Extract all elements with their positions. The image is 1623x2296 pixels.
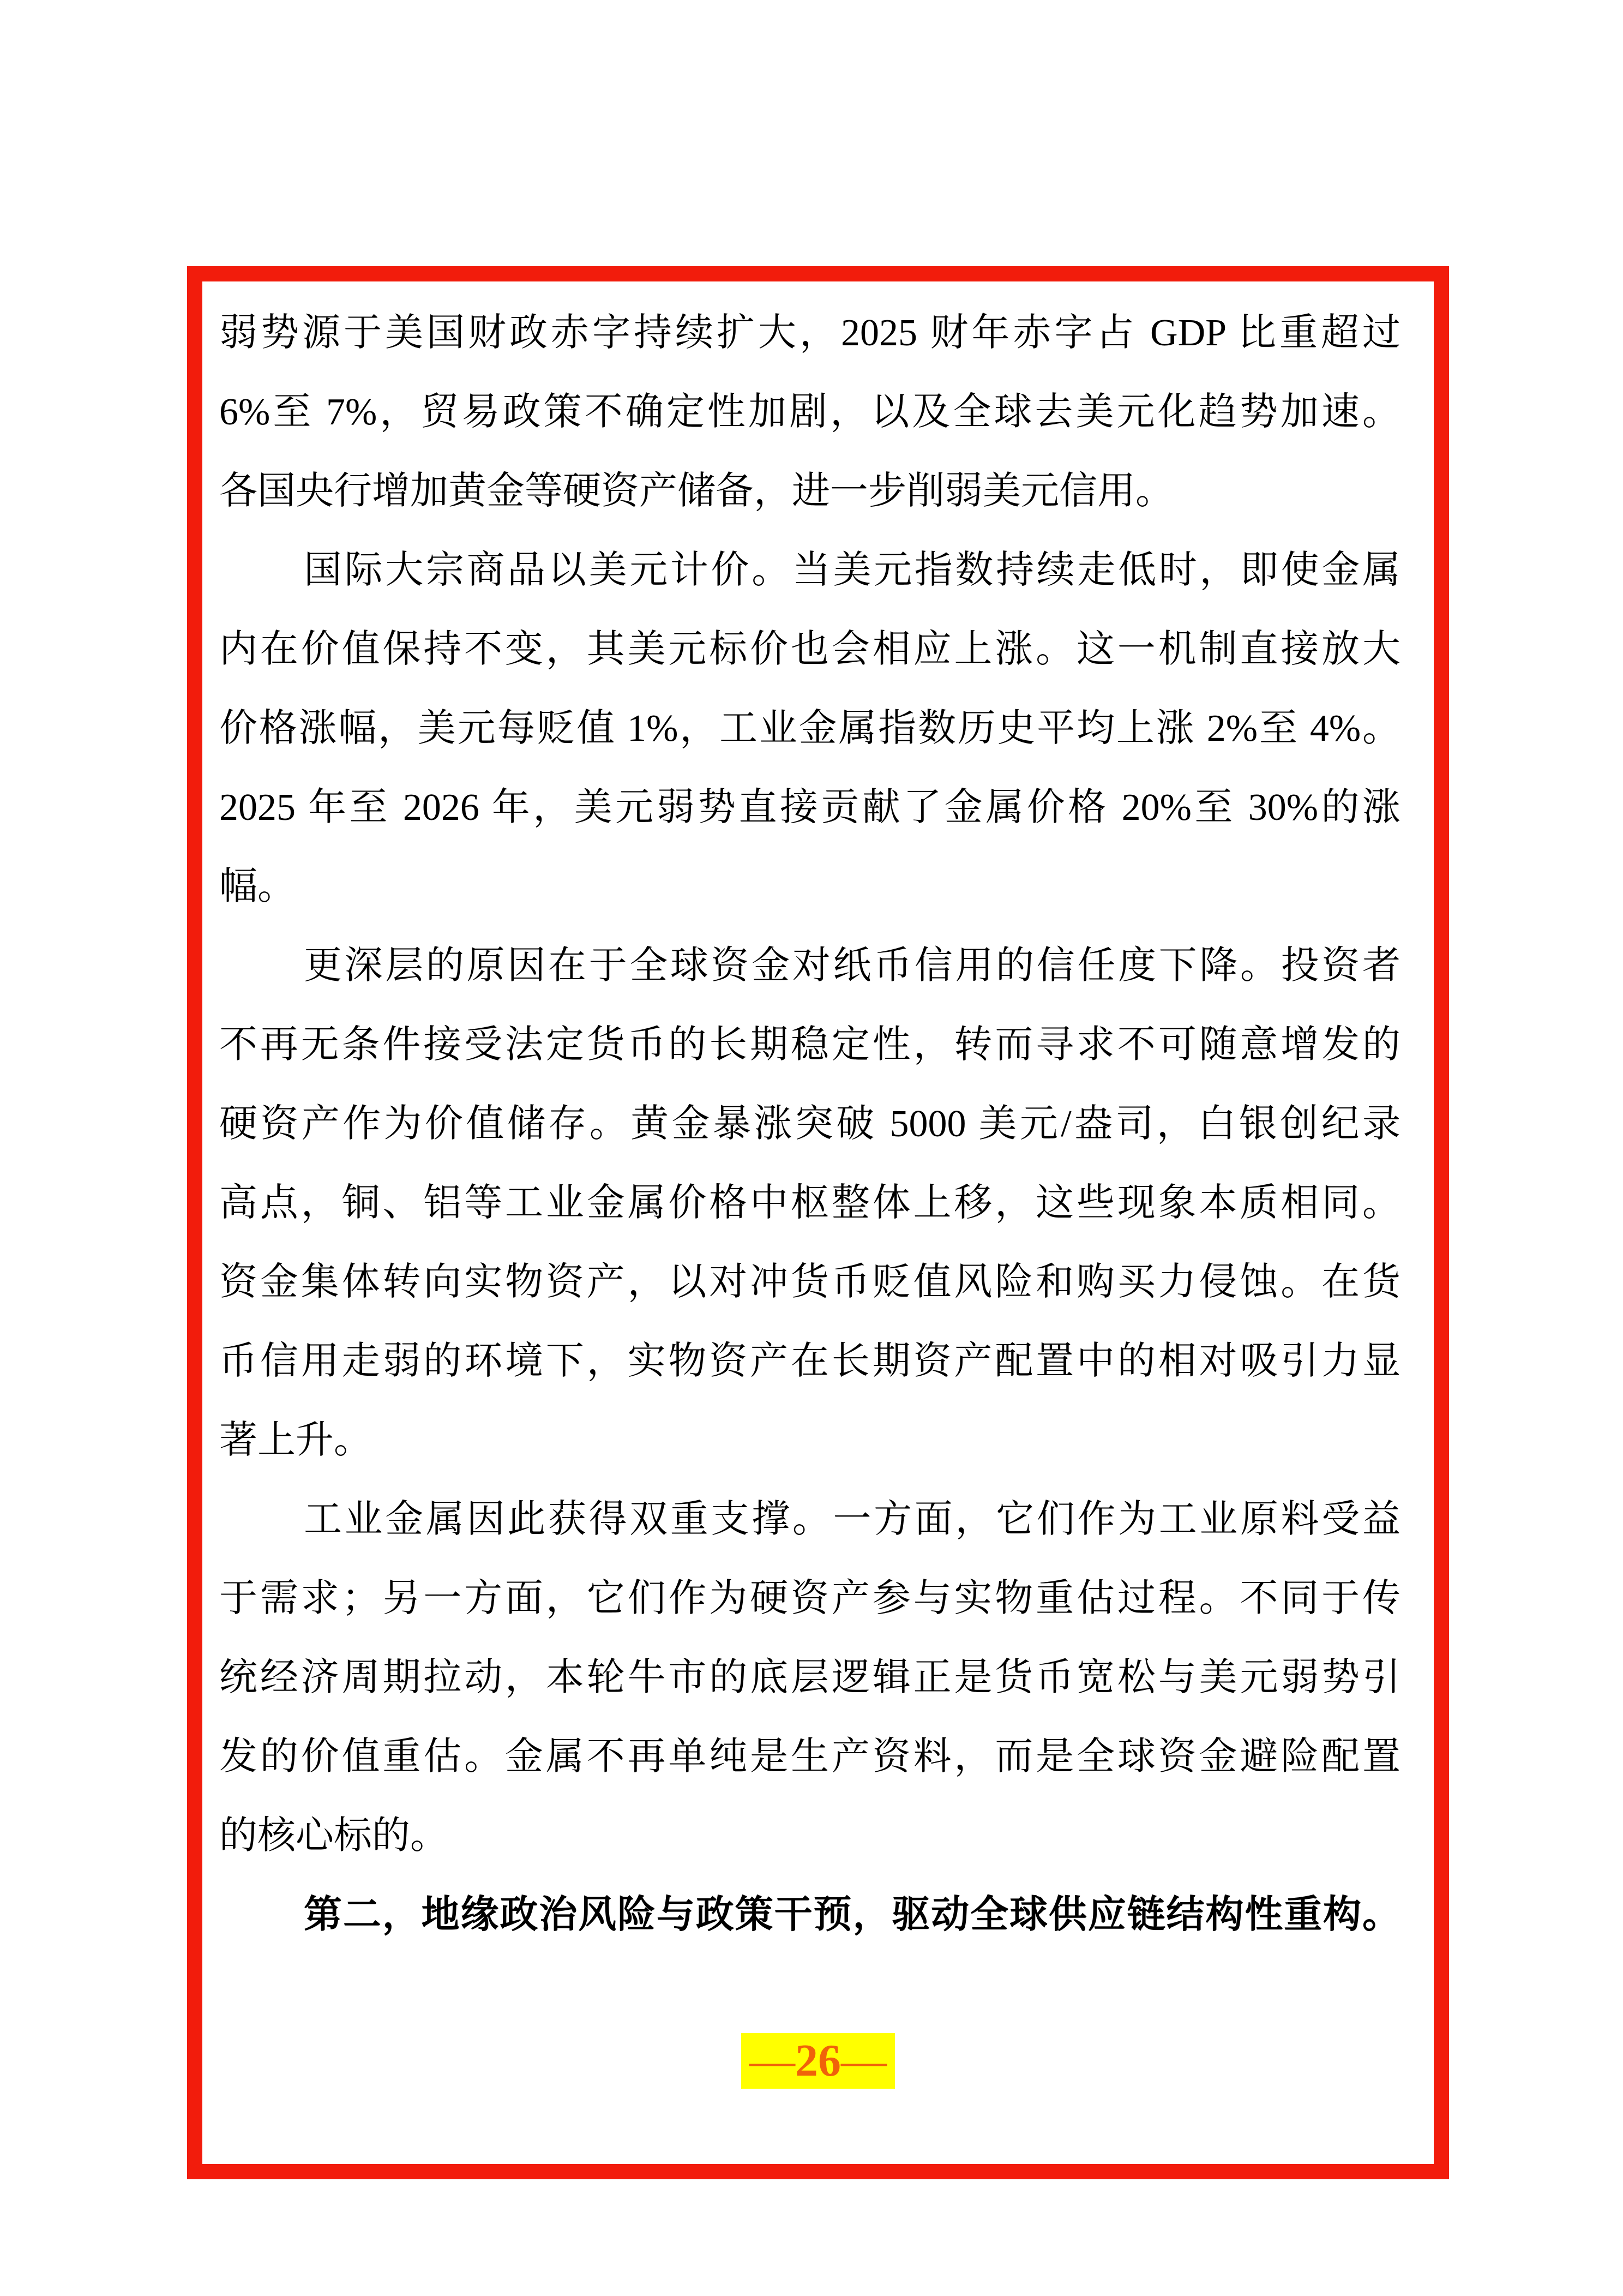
paragraph-line: 幅。	[219, 866, 296, 908]
paragraph-line: 各国央行增加黄金等硬资产储备，进一步削弱美元信用。	[219, 470, 1174, 512]
paragraph-line: 币信用走弱的环境下，实物资产在长期资产配置中的相对吸引力显	[219, 1340, 1400, 1382]
paragraph-line: 硬资产作为价值储存。黄金暴涨突破 5000 美元/盎司，白银创纪录	[219, 1103, 1400, 1145]
page-number-value: 26	[795, 2035, 841, 2086]
paragraph-line: 更深层的原因在于全球资金对纸币信用的信任度下降。投资者	[304, 945, 1400, 987]
paragraph-line: 2025 年至 2026 年，美元弱势直接贡献了金属价格 20%至 30%的涨	[219, 787, 1400, 829]
paragraph-line: 统经济周期拉动，本轮牛市的底层逻辑正是货币宽松与美元弱势引	[219, 1657, 1400, 1699]
paragraph-line: 工业金属因此获得双重支撑。一方面，它们作为工业原料受益	[304, 1498, 1400, 1540]
paragraph-line: 价格涨幅，美元每贬值 1%，工业金属指数历史平均上涨 2%至 4%。	[219, 708, 1400, 750]
body-text	[219, 293, 1400, 1955]
paragraph-line: 高点，铜、铝等工业金属价格中枢整体上移，这些现象本质相同。	[219, 1182, 1400, 1224]
page-number-dash-right: —	[841, 2035, 887, 2086]
paragraph	[219, 926, 1400, 1480]
paragraph-line: 内在价值保持不变，其美元标价也会相应上涨。这一机制直接放大	[219, 628, 1400, 670]
paragraph-line: 国际大宗商品以美元计价。当美元指数持续走低时，即使金属	[304, 549, 1400, 591]
paragraph-line: 发的价值重估。金属不再单纯是生产资料，而是全球资金避险配置	[219, 1736, 1400, 1778]
page-number-dash-left: —	[749, 2035, 795, 2086]
paragraph	[219, 1480, 1400, 1875]
paragraph	[219, 531, 1400, 926]
paragraph	[219, 293, 1400, 531]
paragraph-line: 于需求；另一方面，它们作为硬资产参与实物重估过程。不同于传	[219, 1578, 1400, 1620]
paragraph-line: 的核心标的。	[219, 1815, 448, 1857]
paragraph-line: 不再无条件接受法定货币的长期稳定性，转而寻求不可随意增发的	[219, 1024, 1400, 1066]
paragraph-line: 弱势源于美国财政赤字持续扩大，2025 财年赤字占 GDP 比重超过	[219, 312, 1400, 354]
page-number	[741, 2033, 895, 2089]
section-heading: 第二，地缘政治风险与政策干预，驱动全球供应链结构性重构。	[304, 1894, 1400, 1936]
paragraph-line: 资金集体转向实物资产，以对冲货币贬值风险和购买力侵蚀。在货	[219, 1261, 1400, 1303]
paragraph-line: 著上升。	[219, 1419, 372, 1461]
paragraph-line: 6%至 7%，贸易政策不确定性加剧，以及全球去美元化趋势加速。	[219, 391, 1400, 433]
